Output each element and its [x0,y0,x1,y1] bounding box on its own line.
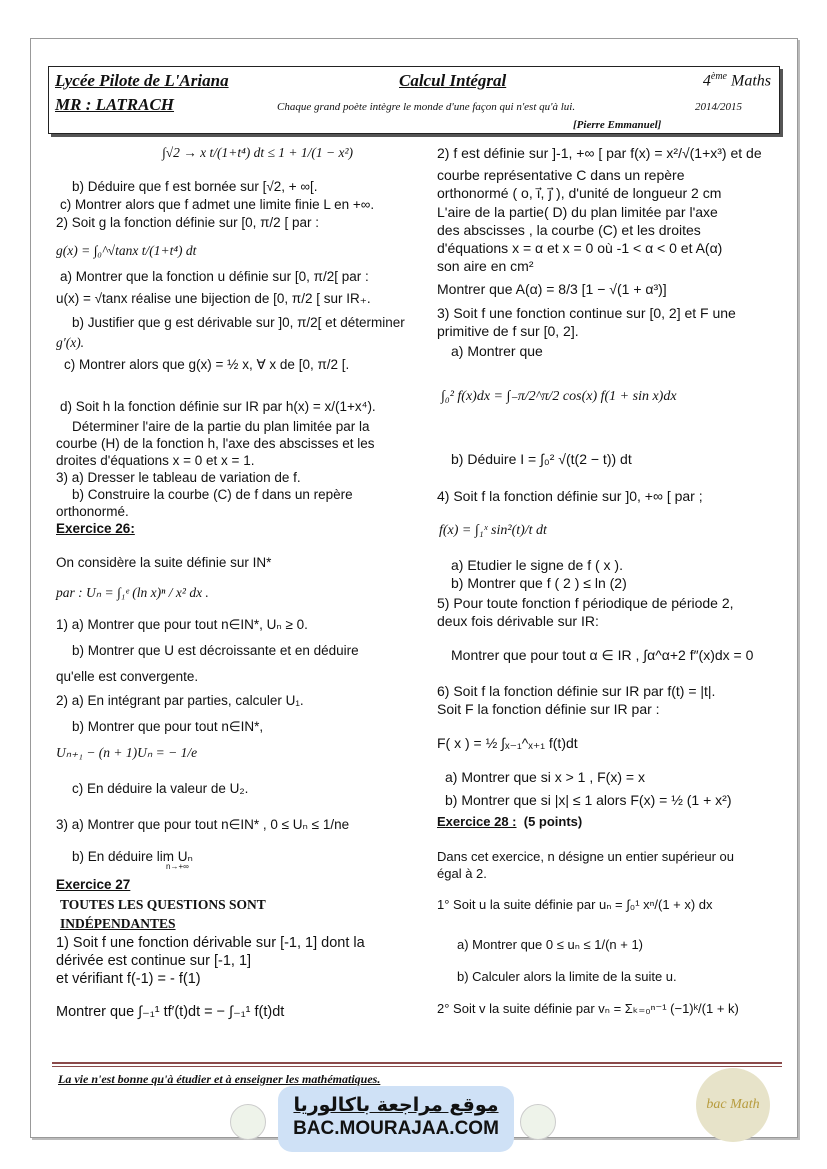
subheading: INDÉPENDANTES [60,916,176,931]
text-line: égal à 2. [437,866,487,881]
inequality-line: ∫√2 → x t/(1+t⁴) dt ≤ 1 + 1/(1 − x²) [162,145,354,160]
document-header [48,66,780,134]
text-line: c) Montrer alors que g(x) = ½ x, ∀ x de [0, π/2 [. [64,357,350,372]
text-line: b) Déduire que f est bornée sur [√2, + ∞[. [72,179,318,194]
text-line: c) Montrer alors que f admet une limite finie L en +∞. [60,197,375,212]
text-line: b) Montrer que pour tout n∈IN*, [72,719,264,734]
exercise-28-points: (5 points) [523,814,583,829]
school-name: Lycée Pilote de L'Ariana [55,71,229,90]
text-line: b) En déduire lim Uₙ [72,849,193,864]
level-text: Maths [727,72,771,90]
text-line: 1° Soit u la suite définie par uₙ = ∫₀¹ xⁿ/(1 + x) dx [437,897,713,912]
text-line: dérivée est continue sur [-1, 1] [56,953,252,969]
text-line: u(x) = √tanx réalise une bijection de [0, π/2 [ sur IR₊. [56,291,371,306]
text-line: Dans cet exercice, n désigne un entier supérieur ou [437,849,735,864]
text-line: Montrer que ∫₋₁¹ tf′(t)dt = − ∫₋₁¹ f(t)dt [56,1004,285,1020]
footer-divider [52,1062,782,1064]
text-line: primitive de f sur [0, 2]. [437,323,579,339]
text-line: 1) a) Montrer que pour tout n∈IN*, Uₙ ≥ 0. [56,617,308,632]
text-line: 5) Pour toute fonction f périodique de période 2, [437,595,734,611]
text-line: courbe (H) de la fonction h, l'axe des abscisses et les [56,436,375,451]
text-line: b) Montrer que si |x| ≤ 1 alors F(x) = ½ (1 + x²) [445,792,732,808]
text-line: 4) Soit f la fonction définie sur ]0, +∞ [ par ; [437,488,703,504]
subheading: TOUTES LES QUESTIONS SONT [60,897,266,912]
text-line: orthonormé ( o, i⃗, j⃗ ), d'unité de longueur 2 cm [437,185,722,201]
limit-subscript: n→+∞ [166,862,189,871]
site-logo-right [520,1104,556,1140]
text-line: L'aire de la partie( D) du plan limitée par l'axe [437,204,718,220]
text-line: courbe représentative C dans un repère [437,167,685,183]
text-line: 1) Soit f une fonction dérivable sur [-1, 1] dont la [56,935,365,951]
text-line: Soit F la fonction définie sur IR par : [437,701,660,717]
text-line: b) Construire la courbe (C) de f dans un repère [72,487,353,502]
text-line: a) Etudier le signe de f ( x ). [451,557,623,573]
text-line: 2) Soit g la fonction définie sur [0, π/2 [ par : [56,215,319,230]
text-line: b) Montrer que U est décroissante et en déduire [72,643,359,658]
text-line: a) Montrer que [451,343,543,359]
formula-line: par : Uₙ = ∫₁ᵉ (ln x)ⁿ / x² dx . [56,585,209,600]
exercise-26-heading: Exercice 26: [56,521,135,536]
school-year: 2014/2015 [695,101,743,113]
text-line: deux fois dérivable sur IR: [437,613,599,629]
text-line: 3) a) Montrer que pour tout n∈IN* , 0 ≤ Uₙ ≤ 1/ne [56,817,350,832]
formula-line: f(x) = ∫₁ˣ sin²(t)/t dt [439,523,547,538]
text-line: d) Soit h la fonction définie sur IR par h(x) = x/(1+x⁴). [60,399,376,414]
text-line: 2° Soit v la suite définie par vₙ = Σₖ₌₀ⁿ⁻¹ (−1)ᵏ/(1 + k) [437,1001,739,1016]
footer-quote: La vie n'est bonne qu'à étudier et à enseigner les mathématiques. [58,1072,381,1086]
text-line: son aire en cm² [437,258,534,274]
text-line: orthonormé. [56,504,129,519]
level-number: 4 [702,72,711,90]
text-line: 2) f est définie sur ]-1, +∞ [ par f(x) = x²/√(1+x³) et de [437,145,762,161]
text-line: et vérifiant f(-1) = - f(1) [56,971,201,987]
text-line: c) En déduire la valeur de U₂. [72,781,249,796]
teacher-name: MR : LATRACH [55,95,175,114]
text-line: 6) Soit f la fonction définie sur IR par f(t) = |t|. [437,683,716,699]
text-line: 3) a) Dresser le tableau de variation de f. [56,470,301,485]
text-line: qu'elle est convergente. [56,669,199,684]
formula-line: g(x) = ∫₀^√tanx t/(1+t⁴) dt [56,243,197,258]
level-superscript: ème [710,71,727,82]
header-quote: Chaque grand poète intègre le monde d'une façon qui n'est qu'à lui. [277,101,576,113]
exercise-28-heading [437,813,582,831]
site-logo-left [230,1104,266,1140]
footer-divider-thin [52,1066,782,1067]
text-line: Montrer que pour tout α ∈ IR , ∫α^α+2 f″(x)dx = 0 [451,647,754,663]
text-line: a) Montrer que la fonction u définie sur [0, π/2[ par : [60,269,369,284]
bacmath-logo: bac Math [696,1068,770,1142]
text-line: b) Déduire I = ∫₀² √(t(2 − t)) dt [451,451,632,467]
class-level [703,71,771,90]
text-line: g′(x). [56,335,85,350]
text-line: des abscisses , la courbe (C) et les droites [437,222,701,238]
text-line: d'équations x = α et x = 0 où -1 < α < 0 et A(α) [437,240,723,256]
text-line: Montrer que A(α) = 8/3 [1 − √(1 + α³)] [437,281,667,297]
exercise-28-title: Exercice 28 : [437,814,517,829]
document-title: Calcul Intégral [399,71,507,90]
text-line: a) Montrer que si x > 1 , F(x) = x [445,769,645,785]
text-line: b) Justifier que g est dérivable sur ]0, π/2[ et déterminer [72,315,405,330]
site-name-arabic: موقع مراجعة باكالوريا [293,1094,499,1116]
text-line: a) Montrer que 0 ≤ uₙ ≤ 1/(n + 1) [457,937,644,952]
site-banner[interactable] [278,1086,514,1152]
text-line: 3) Soit f une fonction continue sur [0, 2] et F une [437,305,736,321]
text-line: Déterminer l'aire de la partie du plan limitée par la [72,419,370,434]
text-line: 2) a) En intégrant par parties, calculer U₁. [56,693,304,708]
exercise-27-heading: Exercice 27 [56,877,131,892]
site-url[interactable]: BAC.MOURAJAA.COM [293,1118,499,1139]
formula-line: ∫₀² f(x)dx = ∫₋π/2^π/2 cos(x) f(1 + sin x)dx [441,389,677,404]
quote-author: [Pierre Emmanuel] [573,119,662,131]
text-line: F( x ) = ½ ∫ₓ₋₁^ₓ₊₁ f(t)dt [437,735,578,751]
text-line: b) Calculer alors la limite de la suite u. [457,969,677,984]
text-line: b) Montrer que f ( 2 ) ≤ ln (2) [451,575,627,591]
text-line: On considère la suite définie sur IN* [56,555,272,570]
formula-line: Uₙ₊₁ − (n + 1)Uₙ = − 1/e [56,745,198,760]
text-line: droites d'équations x = 0 et x = 1. [56,453,255,468]
